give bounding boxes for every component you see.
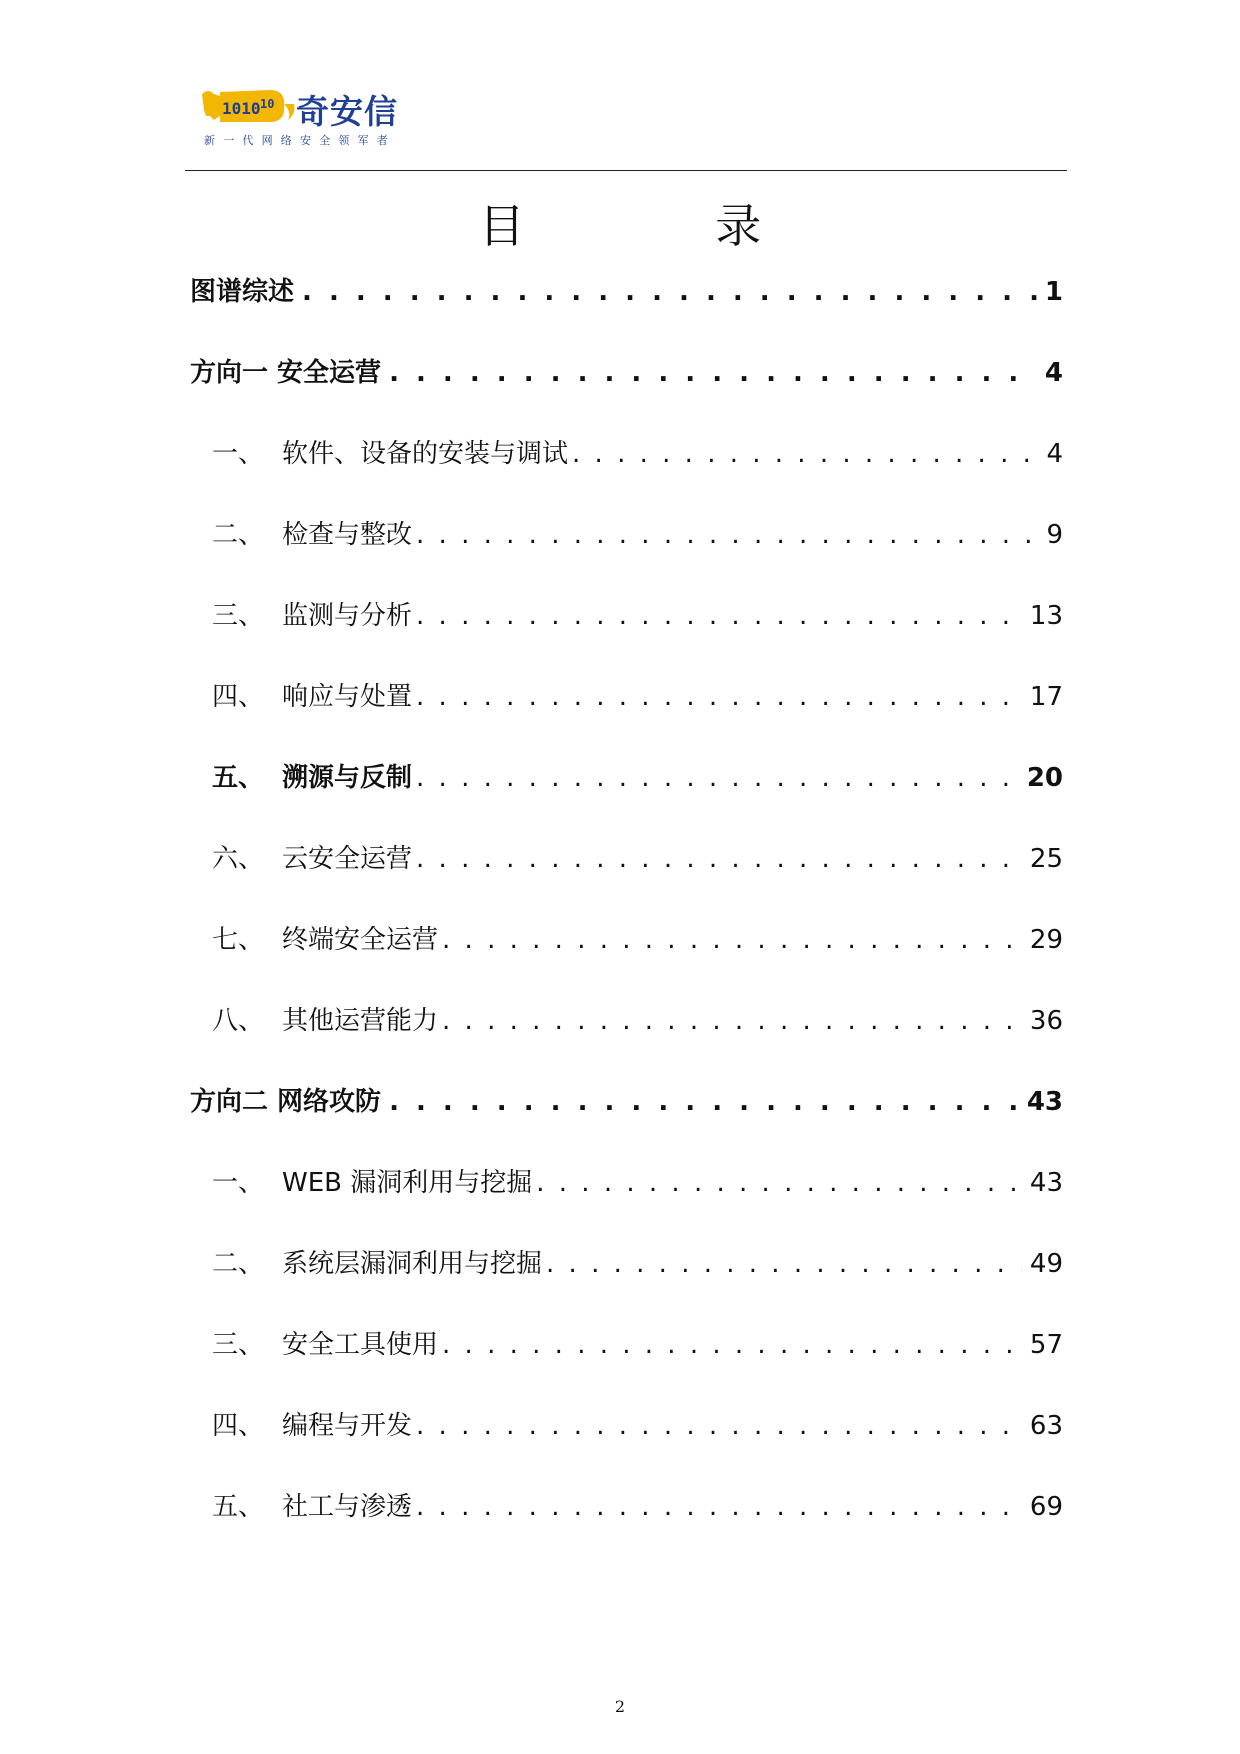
toc-leader-dots	[416, 839, 1022, 879]
toc-leader-dots	[442, 1001, 1022, 1041]
toc-entry-number: 五、	[212, 1492, 265, 1522]
svg-text:10: 10	[260, 97, 275, 111]
toc-entry-title: 终端安全运营	[282, 925, 439, 955]
toc-entry-title: 社工与渗透	[282, 1492, 413, 1522]
toc-entry-title: 方向一 安全运营	[190, 358, 382, 388]
toc-entry-title: 方向二 网络攻防	[190, 1087, 382, 1117]
toc-leader-dots	[536, 1163, 1022, 1203]
toc-entry-page: 57	[1029, 1330, 1063, 1360]
toc-entry[interactable]	[190, 1163, 1063, 1203]
toc-entry[interactable]	[190, 1001, 1063, 1041]
toc-entry-page: 49	[1029, 1249, 1063, 1279]
toc-entry-title: 云安全运营	[282, 844, 413, 874]
leopard-logo-icon	[200, 86, 296, 126]
toc-entry-number: 一、	[212, 439, 265, 469]
company-slogan: 新一代网络安全领军者	[204, 134, 396, 147]
header-divider	[185, 170, 1067, 171]
toc-leader-dots	[416, 1487, 1022, 1527]
toc-entry-number: 二、	[212, 520, 265, 550]
toc-entry-page: 36	[1029, 1006, 1063, 1036]
toc-entry-title: 系统层漏洞利用与挖掘	[282, 1249, 543, 1279]
toc-entry[interactable]	[190, 353, 1063, 393]
toc-entry-page: 25	[1029, 844, 1063, 874]
toc-leader-dots	[416, 596, 1022, 636]
toc-leader-dots	[416, 677, 1022, 717]
toc-entry-title: 检查与整改	[282, 520, 413, 550]
toc-entry-title: 其他运营能力	[282, 1006, 439, 1036]
toc-entry-title: 溯源与反制	[282, 763, 413, 793]
toc-entry-page: 4	[1046, 439, 1063, 469]
toc-entry[interactable]	[190, 1487, 1063, 1527]
toc-entry[interactable]	[190, 758, 1063, 798]
toc-entry-number: 三、	[212, 1330, 265, 1360]
toc-entry-page: 1	[1044, 277, 1063, 307]
toc-leader-dots	[546, 1244, 1022, 1284]
toc-leader-dots	[416, 515, 1037, 555]
toc-entry[interactable]	[190, 920, 1063, 960]
toc-entry-page: 69	[1029, 1492, 1063, 1522]
toc-entry-number: 四、	[212, 682, 265, 712]
toc-entry-number: 六、	[212, 844, 265, 874]
toc-entry-page: 43	[1029, 1168, 1063, 1198]
toc-entry-title: 响应与处置	[282, 682, 413, 712]
toc-leader-dots	[302, 272, 1037, 312]
toc-entry-page: 4	[1044, 358, 1063, 388]
svg-text:1010: 1010	[222, 99, 261, 118]
toc-leader-dots	[416, 758, 1019, 798]
toc-title: 目 录	[478, 199, 850, 253]
toc-entry-title: 安全工具使用	[282, 1330, 439, 1360]
toc-entry-page: 29	[1029, 925, 1063, 955]
toc-entry[interactable]	[190, 1406, 1063, 1446]
toc-leader-dots	[416, 1406, 1022, 1446]
toc-entry-title: WEB 漏洞利用与挖掘	[282, 1168, 533, 1198]
page-number: 2	[614, 1697, 626, 1716]
toc-entry[interactable]	[190, 434, 1063, 474]
toc-entry[interactable]	[190, 596, 1063, 636]
toc-leader-dots	[442, 1325, 1022, 1365]
toc-entry-page: 17	[1029, 682, 1063, 712]
toc-entry[interactable]	[190, 272, 1063, 312]
toc-entry-number: 四、	[212, 1411, 265, 1441]
toc-entry-title: 编程与开发	[282, 1411, 413, 1441]
toc-entry[interactable]	[190, 1325, 1063, 1365]
company-name: 奇安信	[296, 92, 398, 131]
toc-entry-number: 七、	[212, 925, 265, 955]
toc-entry-title: 监测与分析	[282, 601, 413, 631]
toc-leader-dots	[572, 434, 1037, 474]
toc-entry[interactable]	[190, 1244, 1063, 1284]
toc-entry-number: 三、	[212, 601, 265, 631]
toc-entry-number: 一、	[212, 1168, 265, 1198]
toc-entry-number: 二、	[212, 1249, 265, 1279]
toc-entry[interactable]	[190, 677, 1063, 717]
toc-entry-number: 五、	[212, 763, 265, 793]
toc-entry-page: 63	[1029, 1411, 1063, 1441]
toc-entry-title: 软件、设备的安装与调试	[282, 439, 569, 469]
company-logo	[200, 86, 440, 152]
toc-leader-dots	[389, 1082, 1019, 1122]
toc-entry-number: 八、	[212, 1006, 265, 1036]
toc-entry-title: 图谱综述	[190, 277, 295, 307]
toc-entry-page: 20	[1026, 763, 1063, 793]
toc-leader-dots	[442, 920, 1022, 960]
toc-entry[interactable]	[190, 515, 1063, 555]
toc-entry-page: 13	[1029, 601, 1063, 631]
toc-entry[interactable]	[190, 839, 1063, 879]
toc-entry-page: 43	[1026, 1087, 1063, 1117]
toc-entry-page: 9	[1046, 520, 1063, 550]
toc-leader-dots	[389, 353, 1037, 393]
toc-entry[interactable]	[190, 1082, 1063, 1122]
